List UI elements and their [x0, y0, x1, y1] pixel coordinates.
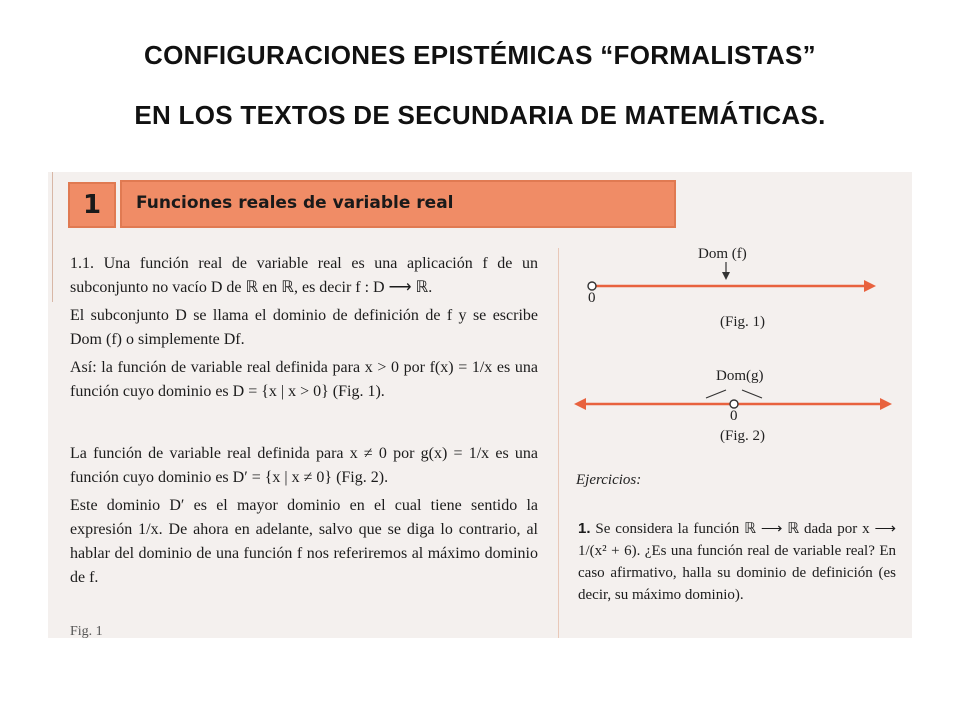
- example-f-sentence: Así: la función de variable real definida para x > 0 por f(x) = 1/x es una función cuyo dominio es D = {x | x > 0} (Fig. 1).: [70, 359, 538, 400]
- fig2-pointer-right: [742, 390, 762, 398]
- fig1-open-point: [588, 282, 596, 290]
- section-header-band: [120, 180, 676, 228]
- definition-paragraph: [70, 252, 538, 408]
- fig1-arrowhead-right: [864, 280, 876, 292]
- domain-sentence: El subconjunto D se llama el dominio de definición de f y se escribe Dom (f) o simplemente Df.: [70, 307, 538, 348]
- fig2-zero-label: 0: [730, 408, 738, 424]
- fig2-pointer-left: [706, 390, 726, 398]
- fig1-dom-label: Dom (f): [698, 246, 747, 262]
- example-g-sentence: La función de variable real definida para x ≠ 0 por g(x) = 1/x es una función cuyo dominio es D′ = {x | x ≠ 0} (Fig. 2).: [70, 445, 538, 486]
- slide-title-line-1: CONFIGURACIONES EPISTÉMICAS “FORMALISTAS”: [144, 40, 816, 70]
- section-title: Funciones reales de variable real: [136, 193, 454, 213]
- cut-off-text: Fig. 1: [70, 624, 103, 638]
- section-number: 1: [68, 182, 116, 228]
- slide-title-line-2: EN LOS TEXTOS DE SECUNDARIA DE MATEMÁTICAS.: [134, 100, 826, 130]
- fig1-pointer-tip: [722, 272, 730, 280]
- exercise-1-number: 1.: [578, 520, 591, 537]
- exercise-1: [578, 518, 896, 606]
- fig2-arrowhead-right: [880, 398, 892, 410]
- fig1-zero-label: 0: [588, 290, 596, 306]
- fig2-caption: (Fig. 2): [720, 428, 765, 444]
- definition-sentence: 1.1. Una función real de variable real es una aplicación f de un subconjunto no vacío D de ℝ en ℝ, es decir f : D ⟶ ℝ.: [70, 255, 538, 296]
- fig1-caption: (Fig. 1): [720, 314, 765, 330]
- exercise-1-text: Se considera la función ℝ ⟶ ℝ dada por x ⟶ 1/(x² + 6). ¿Es una función real de variable real? En caso afirmativo, halla su dominio de definición (es decir, su máximo dominio).: [578, 521, 896, 603]
- page-edge-mark: [48, 172, 53, 302]
- textbook-scan: [48, 172, 912, 638]
- exercises-heading: Ejercicios:: [576, 472, 642, 488]
- max-domain-sentence: Este dominio D′ es el mayor dominio en el cual tiene sentido la expresión 1/x. De ahora en adelante, salvo que se diga lo contrario, al hablar del dominio de una función f nos referiremos al máximo dominio de f.: [70, 497, 538, 586]
- column-divider: [558, 248, 559, 638]
- example-g-paragraph: [70, 442, 538, 594]
- fig2-open-point: [730, 400, 738, 408]
- fig2-dom-label: Dom(g): [716, 368, 764, 384]
- fig2-arrowhead-left: [574, 398, 586, 410]
